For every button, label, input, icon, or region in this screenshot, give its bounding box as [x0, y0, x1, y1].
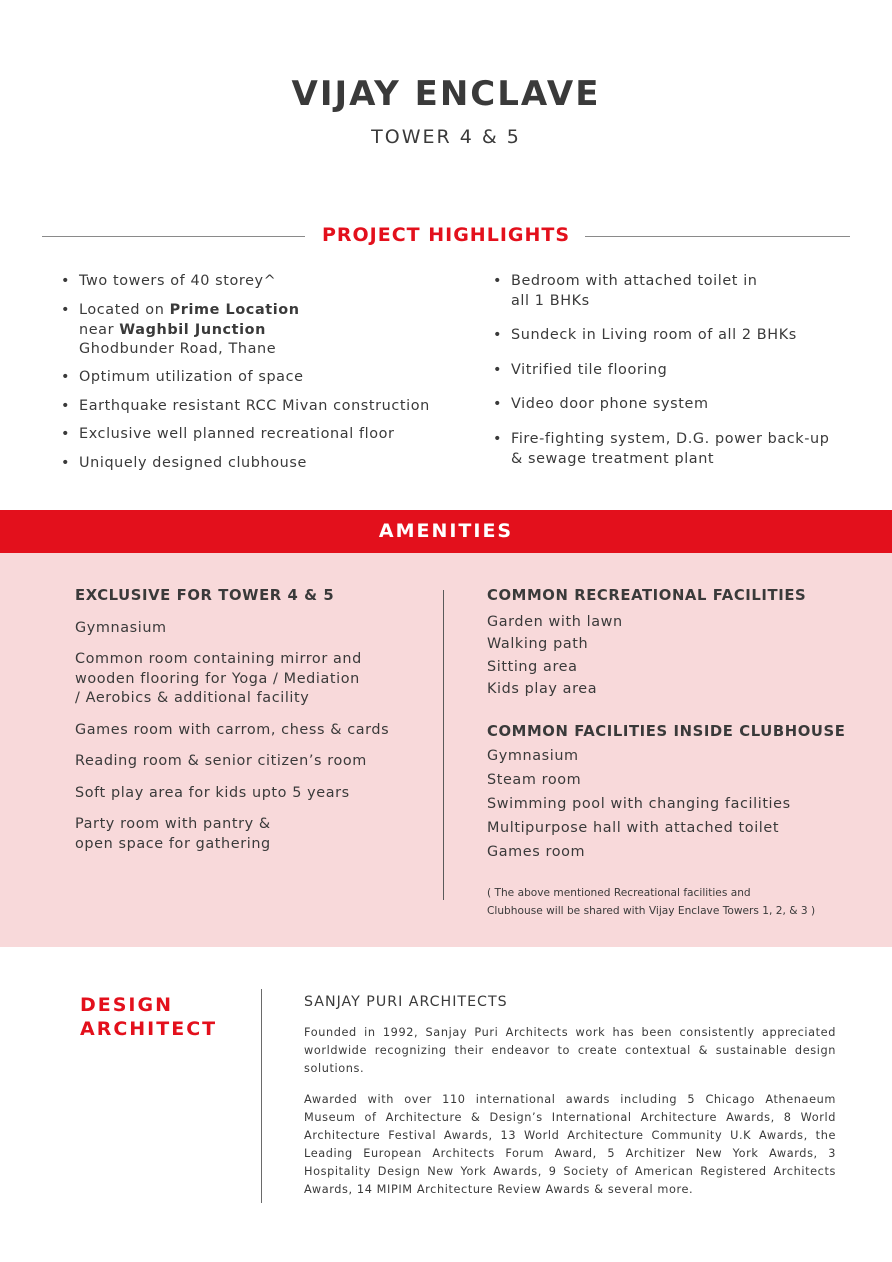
- amenity-item: Reading room & senior citizen’s room: [75, 753, 367, 769]
- note-line: Clubhouse will be shared with Vijay Enclave Towers 1, 2, & 3 ): [487, 905, 816, 917]
- list-item-text: & sewage treatment plant: [511, 450, 715, 467]
- amenity-item: Garden with lawn: [487, 614, 623, 630]
- amenities-note: [487, 884, 815, 920]
- list-item: [61, 368, 304, 388]
- amenity-item: Common room containing mirror and: [75, 651, 362, 667]
- amenity-item: Games room: [487, 844, 586, 860]
- list-item-text: Optimum utilization of space: [79, 369, 304, 385]
- list-item-text: Ghodbunder Road, Thane: [79, 341, 277, 357]
- divider-line-right: [585, 236, 850, 237]
- architect-paragraph: Founded in 1992, Sanjay Puri Architects work has been consistently appreciated worldwide recognizing their endeavor to create contextual & sustainable design solutions.: [304, 1026, 836, 1075]
- exclusive-title: EXCLUSIVE FOR TOWER 4 & 5: [75, 587, 335, 604]
- amenities-heading: AMENITIES: [378, 520, 514, 542]
- list-item-bold: Waghbil Junction: [119, 321, 267, 338]
- common-recreational-title: COMMON RECREATIONAL FACILITIES: [487, 587, 807, 604]
- list-item: [61, 454, 307, 474]
- note-line: ( The above mentioned Recreational facilities and: [487, 887, 751, 899]
- list-item-text: all 1 BHKs: [511, 292, 590, 309]
- list-item: [61, 397, 430, 417]
- page-title: VIJAY ENCLAVE: [291, 74, 601, 114]
- amenity-item: Games room with carrom, chess & cards: [75, 722, 390, 738]
- amenities-header-band: [0, 510, 892, 553]
- amenity-item: Multipurpose hall with attached toilet: [487, 820, 780, 836]
- list-item-text: near: [79, 321, 120, 338]
- architect-paragraph: Awarded with over 110 international awards including 5 Chicago Athenaeum Museum of Architecture & Design’s International Architecture Awards, 8 World Architecture Festival Awards, 13 World Architecture Community U.K Awards, the Leading European Architects Forum Award, 5 Architizer New York Awards, 3 Hospitality Design New York Awards, 9 Society of American Registered Architects Awards, 14 MIPIM Architecture Review Awards & several more.: [304, 1093, 836, 1196]
- list-item: [493, 430, 830, 469]
- architect-firm-name: SANJAY PURI ARCHITECTS: [304, 994, 508, 1010]
- amenity-item: Swimming pool with changing facilities: [487, 796, 791, 812]
- list-item-text: Fire-fighting system, D.G. power back-up: [511, 431, 830, 447]
- list-item: [493, 326, 797, 346]
- amenity-item: Soft play area for kids upto 5 years: [75, 785, 350, 801]
- list-item-text: Earthquake resistant RCC Mivan construction: [79, 398, 430, 414]
- list-item-text: Two towers of 40 storey^: [79, 273, 277, 289]
- common-clubhouse-title: COMMON FACILITIES INSIDE CLUBHOUSE: [487, 723, 846, 740]
- list-item-text: Bedroom with attached toilet in: [511, 273, 758, 289]
- list-item-text: Exclusive well planned recreational floor: [79, 426, 395, 442]
- highlights-heading: PROJECT HIGHLIGHTS: [321, 224, 571, 246]
- list-item-text: Located on: [79, 302, 170, 318]
- amenity-item: / Aerobics & additional facility: [75, 690, 310, 706]
- amenity-item: wooden flooring for Yoga / Mediation: [75, 671, 360, 687]
- design-architect-heading: [80, 993, 217, 1041]
- amenity-item: open space for gathering: [75, 836, 271, 852]
- page-subtitle: TOWER 4 & 5: [371, 126, 521, 148]
- page-header: [0, 74, 892, 148]
- list-item: [493, 395, 709, 415]
- amenities-divider: [443, 590, 444, 900]
- amenity-item: Gymnasium: [75, 620, 167, 636]
- amenity-item: Kids play area: [487, 681, 598, 697]
- list-item-text: Sundeck in Living room of all 2 BHKs: [511, 327, 797, 343]
- list-item-text: Uniquely designed clubhouse: [79, 455, 307, 471]
- amenity-item: Steam room: [487, 772, 582, 788]
- list-item: [61, 272, 276, 292]
- architect-divider: [261, 989, 262, 1203]
- highlights-heading-row: [42, 224, 850, 248]
- amenity-item: Walking path: [487, 636, 589, 652]
- amenity-item: Gymnasium: [487, 748, 579, 764]
- list-item-text: Video door phone system: [511, 396, 709, 412]
- heading-line: DESIGN: [80, 994, 174, 1016]
- heading-line: ARCHITECT: [80, 1018, 218, 1040]
- amenity-item: Sitting area: [487, 659, 578, 675]
- list-item: [493, 272, 758, 311]
- list-item: [61, 425, 395, 445]
- list-item: [493, 361, 667, 381]
- amenity-item: Party room with pantry &: [75, 816, 271, 832]
- list-item-text: Vitrified tile flooring: [511, 362, 668, 378]
- list-item: [61, 301, 300, 360]
- list-item-bold: Prime Location: [169, 302, 300, 318]
